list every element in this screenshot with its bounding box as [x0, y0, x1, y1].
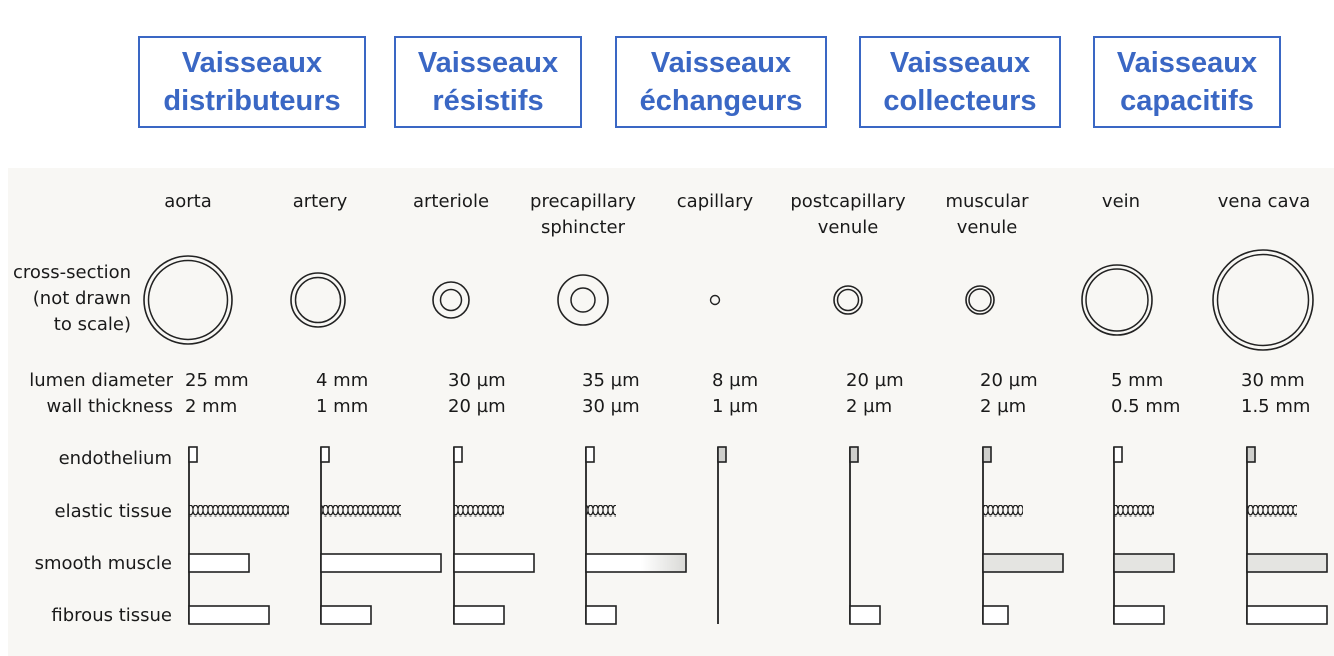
header-capacitifs [1093, 36, 1281, 128]
cross-section-lumen [441, 290, 462, 311]
vessel-name: vein [1101, 191, 1141, 212]
elastic-tissue-bar [983, 505, 1023, 517]
wall-thickness-value: 1 mm [316, 396, 369, 417]
lumen-diameter-value: 8 µm [712, 370, 759, 391]
vessel-diagram-panel [8, 168, 1334, 656]
endothelium-bar [454, 447, 462, 462]
endothelium-bar [850, 447, 858, 462]
vessel-name: aorta [164, 191, 212, 212]
wall-thickness-value: 2 µm [846, 396, 893, 417]
cross-section-lumen [1086, 269, 1148, 331]
header-line2: distributeurs [163, 85, 341, 117]
endothelium-bar [321, 447, 329, 462]
smooth-muscle-bar [189, 554, 249, 572]
elastic-tissue-bar [454, 505, 504, 517]
cross-section-outer-wall [711, 296, 720, 305]
elastic-tissue-bar [586, 505, 616, 517]
cross-section-label: to scale) [53, 314, 131, 335]
vessel-column [291, 191, 441, 624]
lumen-diameter-value: 4 mm [316, 370, 369, 391]
smooth-muscle-bar [1247, 554, 1327, 572]
lumen-diameter-value: 25 mm [185, 370, 249, 391]
header-line2: capacitifs [1120, 85, 1254, 117]
vessel-name: venule [956, 217, 1018, 238]
header-line1: Vaisseaux [889, 47, 1031, 79]
header-distributeurs [138, 36, 366, 128]
vessel-name: postcapillary [790, 191, 906, 212]
cross-section-lumen [838, 290, 859, 311]
elastic-tissue-label: elastic tissue [54, 501, 172, 522]
cross-section-outer-wall [966, 286, 994, 314]
cross-section-outer-wall [558, 275, 608, 325]
fibrous-tissue-bar [321, 606, 371, 624]
cross-section-lumen [969, 289, 991, 311]
lumen-diameter-value: 20 µm [846, 370, 904, 391]
fibrous-tissue-bar [189, 606, 269, 624]
vessel-name: arteriole [412, 191, 490, 212]
fibrous-tissue-bar [850, 606, 880, 624]
cross-section-outer-wall [433, 282, 469, 318]
fibrous-tissue-bar [454, 606, 504, 624]
endothelium-bar [189, 447, 197, 462]
cross-section-label: cross-section [13, 262, 131, 283]
smooth-muscle-bar [983, 554, 1063, 572]
wall-thickness-value: 30 µm [582, 396, 640, 417]
vessel-column [1213, 191, 1327, 624]
cross-section-outer-wall [1082, 265, 1152, 335]
header-line1: Vaisseaux [417, 47, 559, 79]
vessel-name: vena cava [1217, 191, 1311, 212]
wall-thickness-label: wall thickness [46, 396, 173, 417]
elastic-tissue-bar [1247, 505, 1297, 517]
header-line1: Vaisseaux [650, 47, 792, 79]
vessel-name: capillary [676, 191, 754, 212]
elastic-tissue-bar [321, 505, 401, 517]
header-echangeurs [615, 36, 827, 128]
smooth-muscle-bar [586, 554, 686, 572]
lumen-diameter-label: lumen diameter [29, 370, 173, 391]
vessel-column [530, 191, 686, 624]
smooth-muscle-bar [454, 554, 534, 572]
cross-section-label: (not drawn [32, 288, 131, 309]
lumen-diameter-value: 20 µm [980, 370, 1038, 391]
vessel-name: precapillary [530, 191, 636, 212]
vessel-name: artery [292, 191, 348, 212]
header-line1: Vaisseaux [1116, 47, 1258, 79]
wall-thickness-value: 0.5 mm [1111, 396, 1181, 417]
lumen-diameter-value: 30 µm [448, 370, 506, 391]
header-resistifs [394, 36, 582, 128]
endothelium-bar [983, 447, 991, 462]
vessel-name: muscular [945, 191, 1029, 212]
wall-thickness-value: 2 mm [185, 396, 238, 417]
header-collecteurs [859, 36, 1061, 128]
cross-section-outer-wall [144, 256, 232, 344]
endothelium-label: endothelium [58, 448, 172, 469]
header-line1: Vaisseaux [181, 47, 323, 79]
wall-thickness-value: 20 µm [448, 396, 506, 417]
elastic-tissue-bar [189, 505, 289, 517]
endothelium-bar [718, 447, 726, 462]
fibrous-tissue-bar [586, 606, 616, 624]
lumen-diameter-value: 35 µm [582, 370, 640, 391]
fibrous-tissue-bar [1114, 606, 1164, 624]
cross-section-lumen [571, 288, 595, 312]
endothelium-bar [1114, 447, 1122, 462]
lumen-diameter-value: 5 mm [1111, 370, 1164, 391]
vessel-column [1082, 191, 1180, 624]
vessel-column [677, 191, 758, 624]
cross-section-outer-wall [1213, 250, 1313, 350]
vessel-column [945, 191, 1063, 624]
lumen-diameter-value: 30 mm [1241, 370, 1305, 391]
wall-thickness-value: 1 µm [712, 396, 759, 417]
vessel-name: venule [817, 217, 879, 238]
vessel-column [790, 191, 906, 624]
smooth-muscle-bar [1114, 554, 1174, 572]
smooth-muscle-bar [321, 554, 441, 572]
cross-section-outer-wall [291, 273, 345, 327]
header-line2: résistifs [432, 85, 544, 117]
wall-thickness-value: 1.5 mm [1241, 396, 1311, 417]
cross-section-lumen [296, 278, 341, 323]
elastic-tissue-bar [1114, 505, 1154, 517]
fibrous-tissue-label: fibrous tissue [51, 605, 172, 626]
header-line2: échangeurs [639, 85, 803, 117]
vessel-diagram [8, 168, 1334, 656]
endothelium-bar [1247, 447, 1255, 462]
category-headers [0, 0, 1334, 140]
endothelium-bar [586, 447, 594, 462]
fibrous-tissue-bar [1247, 606, 1327, 624]
wall-thickness-value: 2 µm [980, 396, 1027, 417]
cross-section-lumen [149, 261, 228, 340]
vessel-name: sphincter [540, 217, 626, 238]
cross-section-lumen [1218, 255, 1309, 346]
fibrous-tissue-bar [983, 606, 1008, 624]
smooth-muscle-label: smooth muscle [34, 553, 172, 574]
header-line2: collecteurs [883, 85, 1037, 117]
